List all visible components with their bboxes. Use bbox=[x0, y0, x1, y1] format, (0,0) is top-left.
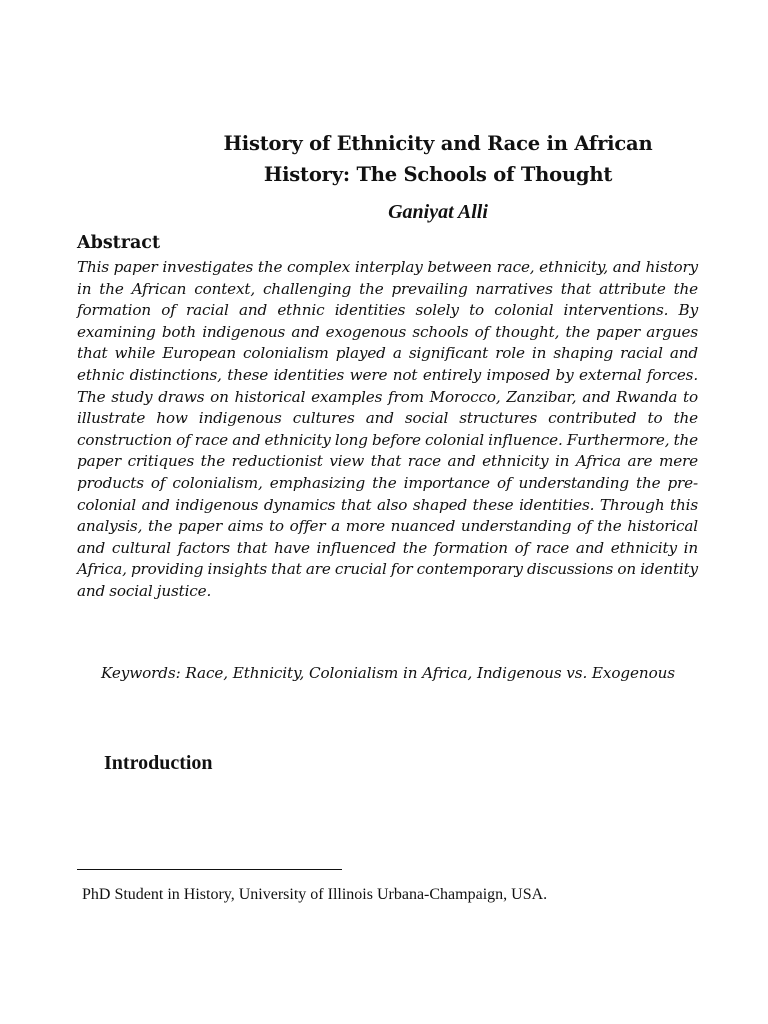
abstract-heading: Abstract bbox=[77, 233, 161, 253]
title-line-2: History: The Schools of Thought bbox=[263, 163, 613, 186]
author-name: Ganiyat Alli bbox=[388, 201, 488, 223]
paper-title bbox=[190, 128, 686, 190]
title-line-1: History of Ethnicity and Race in African bbox=[223, 132, 653, 155]
abstract-body: This paper investigates the complex interplay between race, ethnicity, and history in the African context, challenging the prevailing narratives that attribute the formation of racial and ethnic identities solely to colonial interventions. By examining both indigenous and exogenous schools of thought, the paper argues that while European colonialism played a significant role in shaping racial and ethnic distinctions, these identities were not entirely imposed by external forces. The study draws on historical examples from Morocco, Zanzibar, and Rwanda to illustrate how indigenous cultures and social structures contributed to the construction of race and ethnicity long before colonial influence. Furthermore, the paper critiques the reductionist view that race and ethnicity in Africa are mere products of colonialism, emphasizing the importance of understanding the pre-colonial and indigenous dynamics that also shaped these identities. Through this analysis, the paper aims to offer a more nuanced understanding of the historical and cultural factors that have influenced the formation of race and ethnicity in Africa, providing insights that are crucial for contemporary discussions on identity and social justice. bbox=[77, 258, 698, 600]
keywords: Keywords: Race, Ethnicity, Colonialism in Africa, Indigenous vs. Exogenous bbox=[101, 664, 676, 682]
footnote: PhD Student in History, University of Illinois Urbana-Champaign, USA. bbox=[82, 886, 548, 903]
introduction-heading: Introduction bbox=[104, 752, 213, 774]
footnote-divider bbox=[77, 869, 342, 870]
